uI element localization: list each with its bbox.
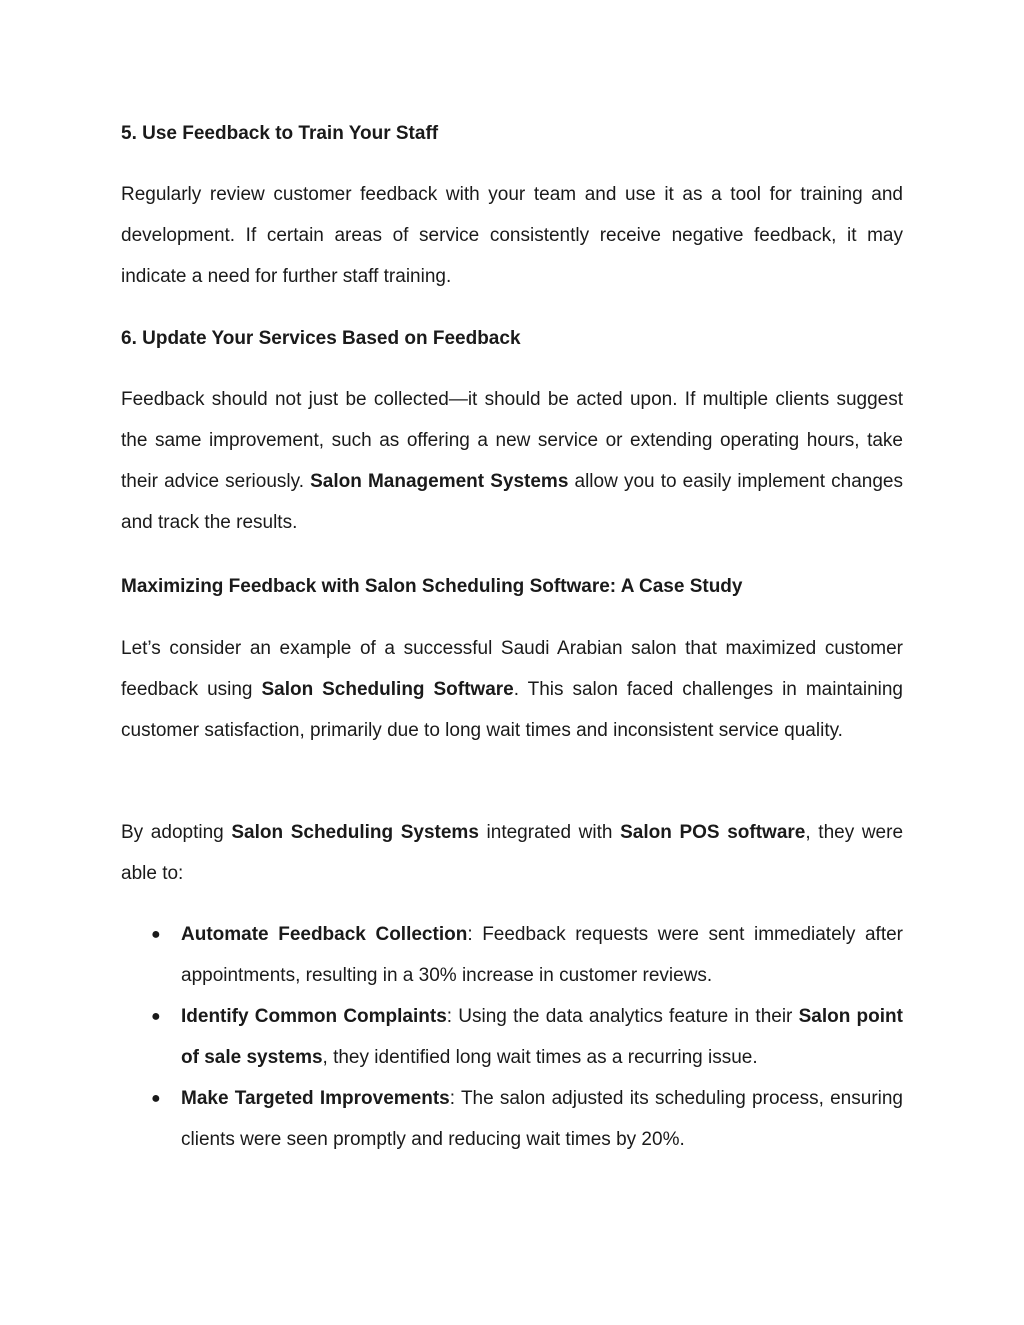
section-6-heading: 6. Update Your Services Based on Feedback — [121, 328, 521, 349]
bullet-item-automate — [121, 914, 903, 996]
section-6-bold-term: Salon Management Systems — [310, 471, 569, 492]
case-study-heading: Maximizing Feedback with Salon Scheduling Software: A Case Study — [121, 576, 743, 597]
bullet-item-bold-title: Identify Common Complaints — [181, 1006, 447, 1027]
case-study-bullet-list — [121, 914, 903, 1160]
case-study-p2-bold-term-2: Salon POS software — [620, 822, 806, 843]
bullet-item-identify — [121, 996, 903, 1078]
case-study-p1-text-2: . This salon faced challenges in maintaining customer satisfaction, primarily due to long wait times and inconsistent service quality. — [121, 679, 904, 741]
bullet-item-bold-term: Salon point of sale systems — [181, 1006, 903, 1068]
bullet-item-improve — [121, 1078, 903, 1160]
bullet-item-bold-title: Automate Feedback Collection — [181, 924, 468, 945]
section-6-paragraph — [121, 379, 903, 543]
section-5-paragraph: Regularly review customer feedback with your team and use it as a tool for training and development. If certain areas of service consistently receive negative feedback, it may indicate a need for further staff training. — [121, 184, 903, 287]
case-study-p2-text-2: integrated with — [478, 822, 621, 843]
bullet-item-bold-title: Make Targeted Improvements — [181, 1088, 450, 1109]
section-6-text-2: allow you to easily implement changes and track the results. — [121, 471, 903, 533]
case-study-p2-bold-term-1: Salon Scheduling Systems — [231, 822, 479, 843]
section-6-text-1: Feedback should not just be collected—it should be acted upon. If multiple clients suggest the same improvement, such as offering a new service or extending operating hours, take their advice seriously. — [121, 389, 903, 492]
bullet-item-text-2: , they identified long wait times as a recurring issue. — [322, 1047, 758, 1068]
case-study-paragraph-2 — [121, 812, 903, 894]
bullet-dot-icon: ● — [151, 1008, 161, 1025]
bullet-item-text: : Feedback requests were sent immediately after appointments, resulting in a 30% increase in customer reviews. — [181, 924, 903, 986]
case-study-p2-text-3: , they were able to: — [121, 822, 904, 884]
bullet-item-text: : Using the data analytics feature in their — [446, 1006, 799, 1027]
bullet-item-text: : The salon adjusted its scheduling process, ensuring clients were seen promptly and reducing wait times by 20%. — [181, 1088, 903, 1150]
bullet-dot-icon: ● — [151, 1090, 161, 1107]
case-study-paragraph-1 — [121, 628, 903, 751]
bullet-dot-icon: ● — [151, 926, 161, 943]
case-study-p2-text-1: By adopting — [121, 822, 232, 843]
case-study-p1-text-1: Let’s consider an example of a successful Saudi Arabian salon that maximized customer feedback using — [121, 638, 903, 700]
case-study-p1-bold-term: Salon Scheduling Software — [261, 679, 514, 700]
section-5-heading: 5. Use Feedback to Train Your Staff — [121, 123, 439, 144]
